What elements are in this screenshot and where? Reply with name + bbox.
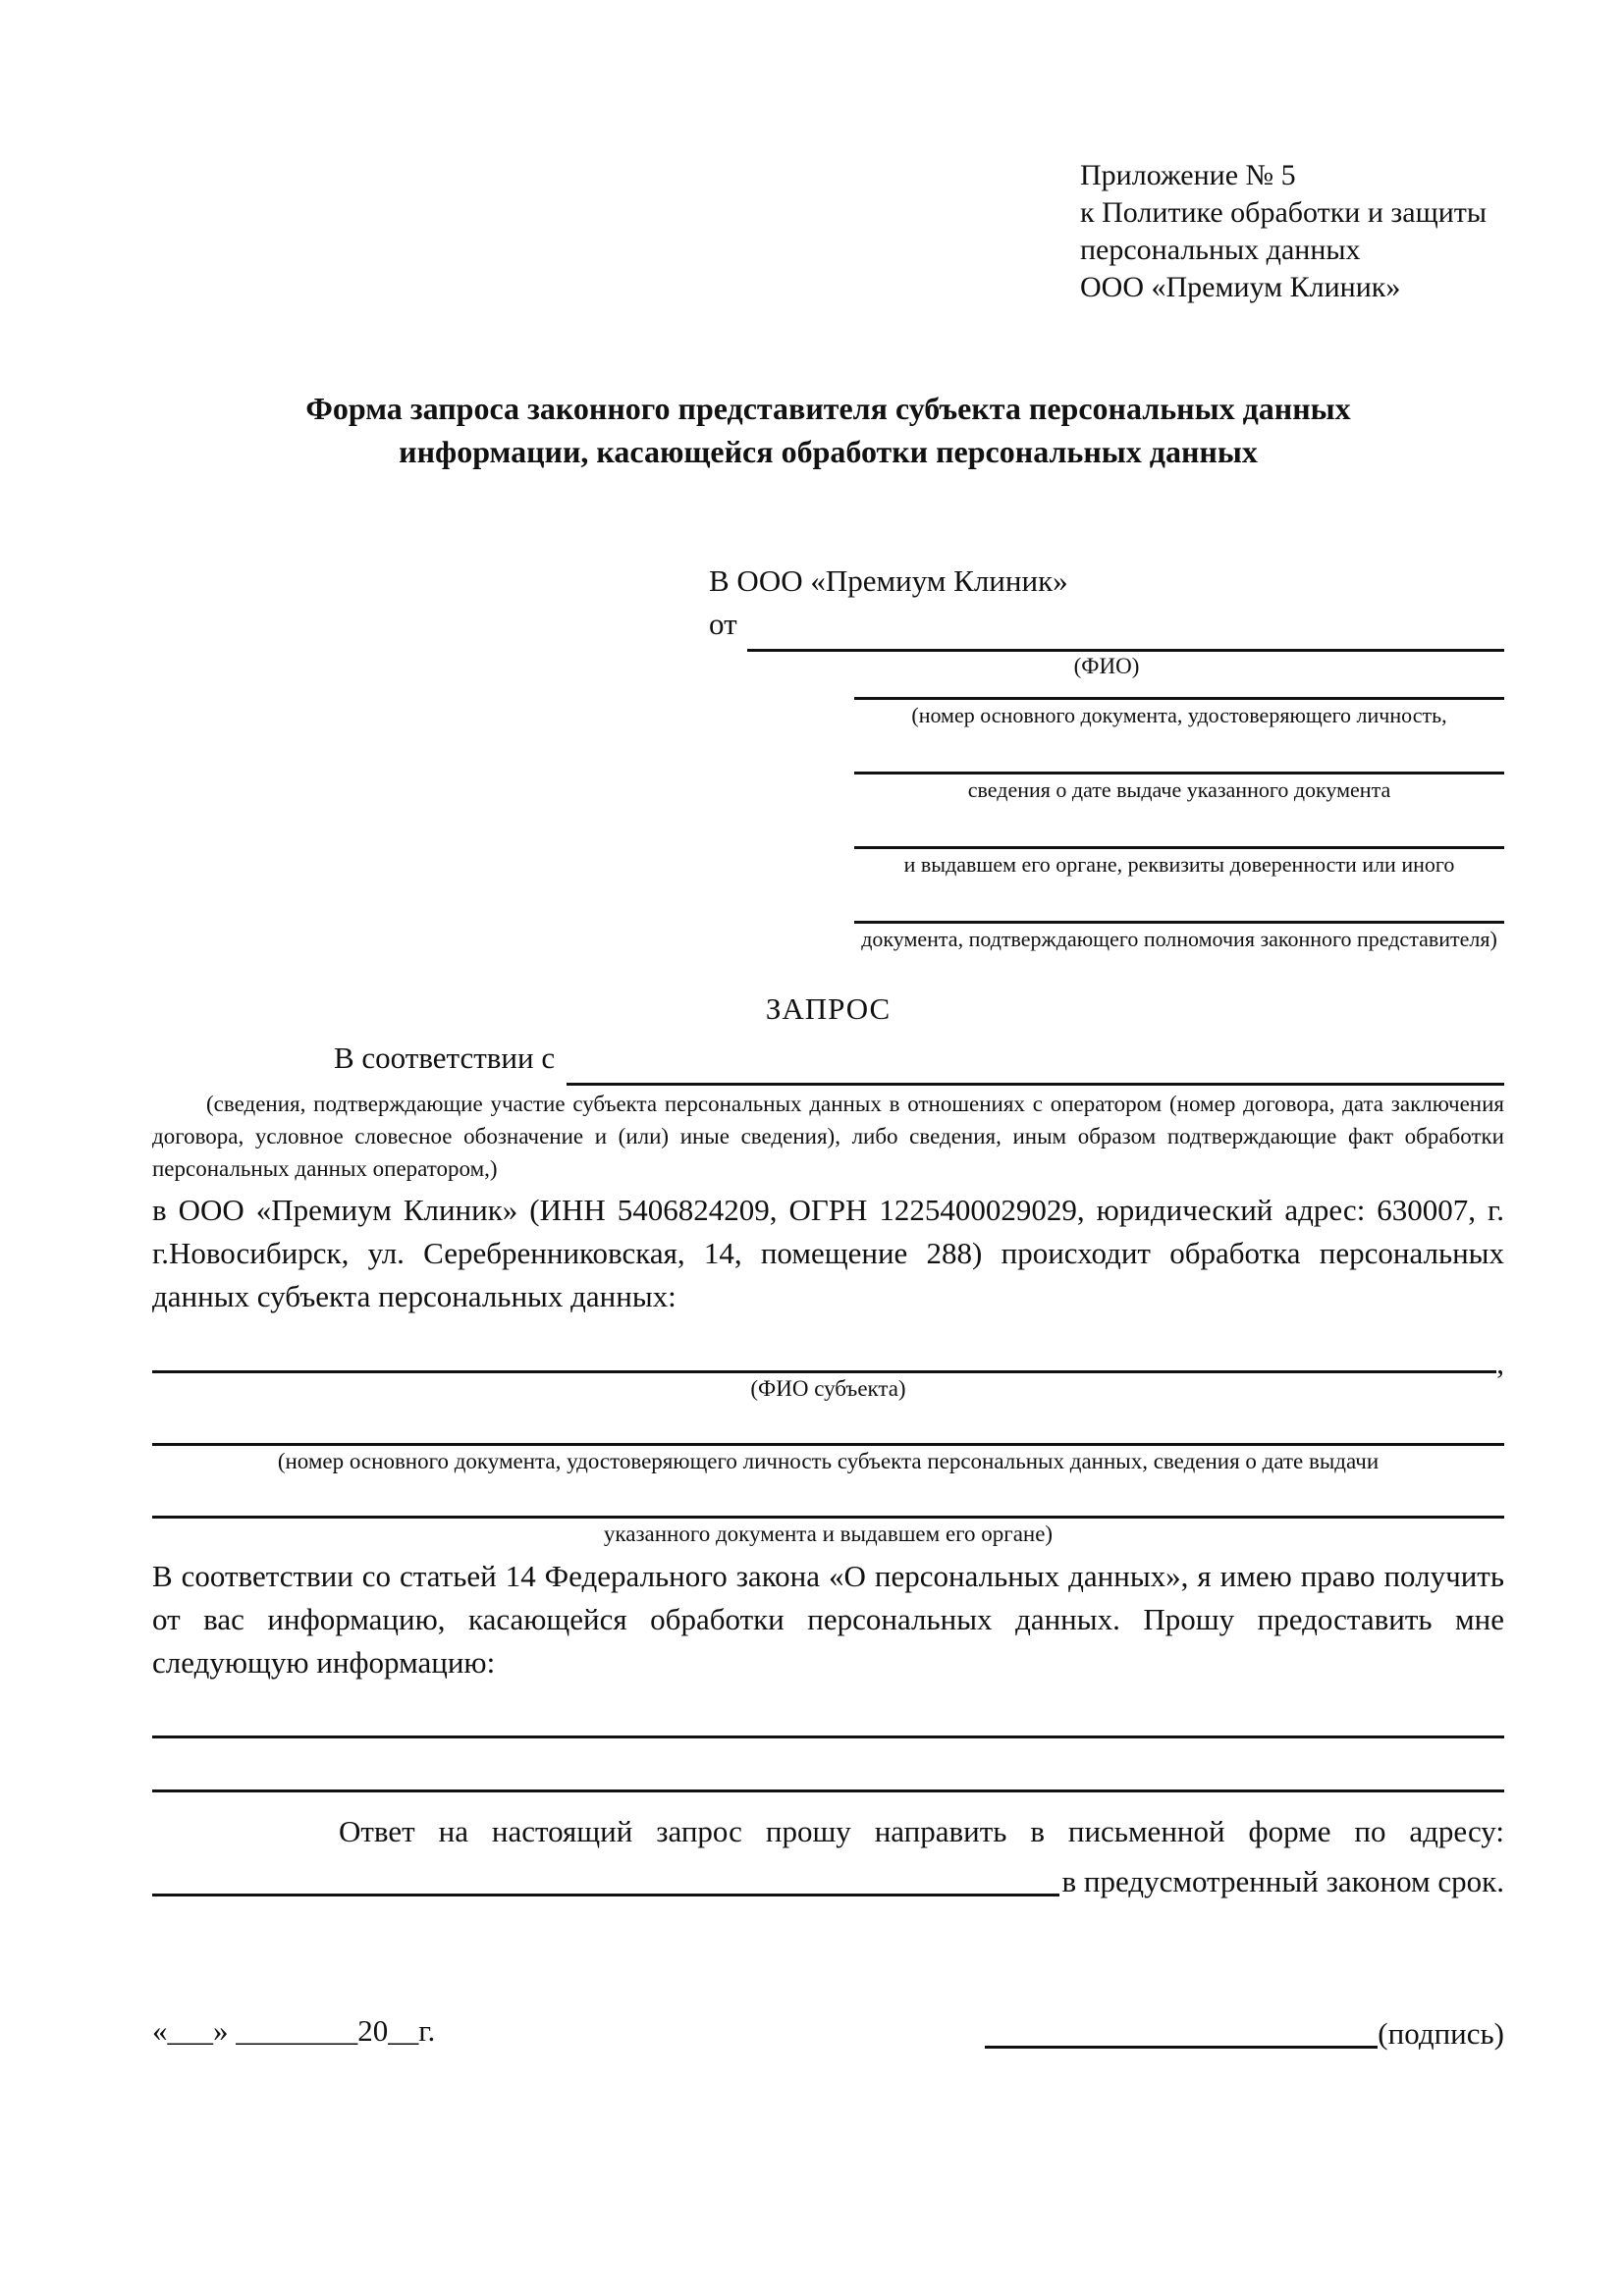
appendix-line: к Политике обработки и защиты — [1080, 196, 1488, 229]
form-title-line: Форма запроса законного представителя субъекта персональных данных — [305, 391, 1351, 426]
intro-caption: (сведения, подтверждающие участие субъекта персональных данных в отношениях с оператором (номер договора, дата заключения договора, условное словесное обозначение и (или) иные сведения), либо сведения, иным образом подтверждающие факт обработки персональных данных оператором,) — [152, 1092, 1504, 1181]
from-blank-line — [747, 607, 1504, 652]
blank-field — [854, 697, 1504, 730]
form-title — [152, 387, 1504, 473]
subject-fio-field-row — [152, 1338, 1504, 1380]
blank-field — [854, 772, 1504, 805]
appendix-block — [1080, 157, 1504, 306]
date-blank: «___» ________20__г. — [152, 2013, 436, 2048]
addressee-organization: В ООО «Премиум Клиник» — [709, 563, 1068, 598]
field-caption: (номер основного документа, удостоверяющего личность, — [911, 703, 1447, 727]
intro-field-row — [152, 1041, 1504, 1086]
law-paragraph: В соответствии со статьей 14 Федерального закона «О персональных данных», я имею право получить от вас информацию, касающейся обработки персональных данных. Прошу предоставить мне следующую информацию: — [152, 1559, 1504, 1680]
from-field-row — [709, 607, 1504, 652]
reply-address-blank-line — [152, 1850, 1059, 1896]
field-caption: и выдавшем его органе, реквизиты доверенности или иного — [903, 852, 1455, 877]
reply-address-field-row — [152, 1853, 1504, 1896]
reply-deadline-text: в предусмотренный законом срок. — [1061, 1864, 1504, 1898]
representative-document-fields — [854, 697, 1504, 954]
signature-block — [985, 2012, 1504, 2049]
subject-document-blank-line — [152, 1404, 1504, 1446]
fio-caption: (ФИО) — [1073, 654, 1140, 678]
operator-paragraph: в ООО «Премиум Клиник» (ИНН 5406824209, ОГРН 1225400029029, юридический адрес: 630007, г. г.Новосибирск, ул. Серебренниковская, 14, помещение 288) происходит обработка персональных данных субъекта персональных данных: — [152, 1193, 1504, 1313]
information-blank-line — [152, 1684, 1504, 1738]
subject-document-blank-line — [152, 1476, 1504, 1519]
subject-fio-blank-line — [152, 1335, 1496, 1373]
subject-fio-caption: (ФИО субъекта) — [750, 1376, 906, 1401]
field-caption: сведения о дате выдаче указанного документа — [967, 777, 1391, 802]
intro-blank-line — [567, 1041, 1504, 1086]
field-caption: документа, подтверждающего полномочия законного представителя) — [861, 927, 1497, 951]
signature-caption: (подпись) — [1378, 2016, 1504, 2051]
reply-address-line: Ответ на настоящий запрос прошу направить в письменной форме по адресу: — [339, 1814, 1504, 1848]
information-blank-line — [152, 1738, 1504, 1792]
subject-document-caption: указанного документа и выдавшем его органе) — [603, 1522, 1054, 1546]
appendix-line: персональных данных — [1080, 234, 1361, 266]
intro-label: В соответствии с — [334, 1041, 556, 1075]
blank-field — [854, 921, 1504, 954]
date-signature-row — [152, 2012, 1504, 2049]
subject-document-caption: (номер основного документа, удостоверяющего личность субъекта персональных данных, сведения о дате выдачи — [277, 1449, 1380, 1473]
addressee-block — [709, 563, 1504, 954]
form-title-line: информации, касающейся обработки персональных данных — [399, 434, 1258, 469]
trailing-comma: , — [1496, 1346, 1504, 1380]
request-heading: ЗАПРОС — [765, 991, 892, 1026]
blank-field — [854, 846, 1504, 880]
signature-blank-line — [985, 2012, 1378, 2049]
from-label: от — [709, 607, 737, 641]
appendix-line: ООО «Премиум Клиник» — [1080, 271, 1401, 303]
appendix-line: Приложение № 5 — [1080, 159, 1296, 191]
